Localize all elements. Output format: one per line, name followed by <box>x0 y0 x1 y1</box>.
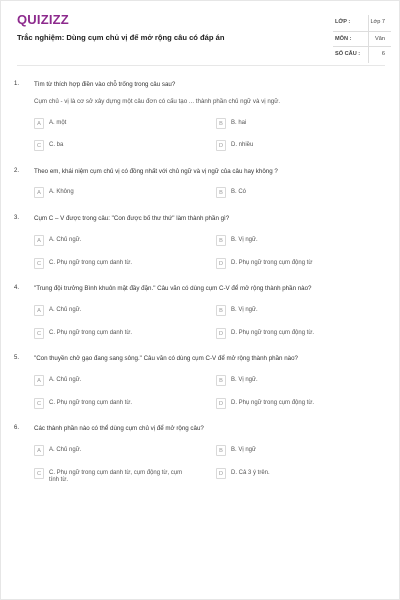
option-key: C <box>34 258 44 269</box>
question-text: "Trung đội trưởng Bình khuôn mặt đầy đặn." Câu văn có dùng cụm C-V để mở rộng thành phần nào? <box>34 285 312 292</box>
option-text: D. Phụ ngữ trong cụm động từ. <box>231 330 315 336</box>
option-key: C <box>34 140 44 151</box>
question-text: Theo em, khái niệm cụm chủ vị có đồng nhất với chủ ngữ và vị ngữ của câu hay không ? <box>34 168 278 175</box>
option-key: A <box>34 187 44 198</box>
question-number: 1. <box>14 81 20 87</box>
option-c[interactable] <box>34 140 184 151</box>
option-text: D. Cả 3 ý trên. <box>231 470 270 476</box>
question-text: Các thành phần nào có thể dùng cụm chủ vị để mở rộng câu? <box>34 425 204 432</box>
option-text: A. Không <box>49 189 74 195</box>
meta-value: Lớp 7 <box>370 19 385 25</box>
question-number: 3. <box>14 215 20 221</box>
option-d[interactable] <box>216 468 366 479</box>
option-text: D. Phụ ngữ trong cụm động từ. <box>231 400 315 406</box>
option-key: B <box>216 187 226 198</box>
option-key: D <box>216 398 226 409</box>
option-key: B <box>216 235 226 246</box>
option-b[interactable] <box>216 445 366 456</box>
meta-label: LỚP : <box>335 19 351 25</box>
option-d[interactable] <box>216 398 366 409</box>
option-c[interactable] <box>34 398 184 409</box>
option-text: A. một <box>49 120 67 126</box>
option-text: C. Phụ ngữ trong cụm danh từ. <box>49 400 133 406</box>
option-b[interactable] <box>216 375 366 386</box>
option-a[interactable] <box>34 235 184 246</box>
option-text: C. ba <box>49 142 64 148</box>
option-key: A <box>34 445 44 456</box>
meta-label: MÔN : <box>335 36 352 42</box>
option-text: D. nhiều <box>231 142 254 148</box>
option-d[interactable] <box>216 258 366 269</box>
option-text: C. Phụ ngữ trong cụm danh từ. <box>49 330 133 336</box>
meta-value: Văn <box>375 36 385 42</box>
option-b[interactable] <box>216 118 366 129</box>
question-number: 6. <box>14 425 20 431</box>
option-key: B <box>216 305 226 316</box>
option-key: D <box>216 140 226 151</box>
option-key: C <box>34 398 44 409</box>
option-a[interactable] <box>34 118 184 129</box>
meta-value: 6 <box>381 51 385 57</box>
option-text: C. Phụ ngữ trong cụm danh từ, cụm động từ, cụm tính từ. <box>49 470 183 483</box>
option-d[interactable] <box>216 140 366 151</box>
worksheet-header <box>1 1 400 63</box>
option-text: A. Chủ ngữ. <box>49 307 82 313</box>
quizizz-logo: QUIZIZZ <box>17 12 69 27</box>
option-c[interactable] <box>34 468 184 483</box>
option-key: B <box>216 445 226 456</box>
option-text: B. hai <box>231 120 247 126</box>
option-text: A. Chủ ngữ. <box>49 237 82 243</box>
question-number: 4. <box>14 285 20 291</box>
option-key: A <box>34 375 44 386</box>
option-a[interactable] <box>34 187 184 198</box>
question-number: 2. <box>14 168 20 174</box>
question-text: "Con thuyền chở gạo đang sang sông." Câu văn có dùng cụm C-V để mở rộng thành phần nào? <box>34 355 298 362</box>
question-text: Cụm C – V được trong câu: "Con được bố thư thứ" làm thành phần gì? <box>34 215 230 222</box>
option-text: B. Vị ngữ. <box>231 377 258 383</box>
header-divider <box>17 65 385 66</box>
meta-value-box <box>368 47 391 63</box>
option-text: A. Chủ ngữ. <box>49 447 82 453</box>
option-text: B. Vị ngữ. <box>231 307 258 313</box>
option-c[interactable] <box>34 258 184 269</box>
option-key: D <box>216 258 226 269</box>
option-b[interactable] <box>216 187 366 198</box>
meta-row-class <box>333 15 391 31</box>
option-b[interactable] <box>216 305 366 316</box>
option-a[interactable] <box>34 375 184 386</box>
question-text: Tìm từ thích hợp điền vào chỗ trống trong câu sau? <box>34 81 176 88</box>
question-number: 5. <box>14 355 20 361</box>
option-b[interactable] <box>216 235 366 246</box>
option-a[interactable] <box>34 305 184 316</box>
meta-label: SỐ CÂU : <box>335 51 361 57</box>
meta-row-count <box>333 46 391 63</box>
option-d[interactable] <box>216 328 366 339</box>
option-text: B. Vị ngữ. <box>231 237 258 243</box>
option-key: C <box>34 468 44 479</box>
option-text: B. Có <box>231 189 247 195</box>
option-key: D <box>216 328 226 339</box>
option-key: B <box>216 375 226 386</box>
option-c[interactable] <box>34 328 184 339</box>
option-text: D. Phụ ngữ trong cụm động từ <box>231 260 313 266</box>
option-text: C. Phụ ngữ trong cụm danh từ. <box>49 260 133 266</box>
option-key: A <box>34 118 44 129</box>
option-key: D <box>216 468 226 479</box>
option-a[interactable] <box>34 445 184 456</box>
option-text: A. Chủ ngữ. <box>49 377 82 383</box>
option-key: A <box>34 235 44 246</box>
option-key: B <box>216 118 226 129</box>
question-subtext: Cụm chủ - vị là cơ sở xây dựng một câu đơn có cấu tạo ... thành phần chủ ngữ và vị ngữ. <box>34 98 281 105</box>
option-key: A <box>34 305 44 316</box>
option-key: C <box>34 328 44 339</box>
worksheet-title: Trắc nghiệm: Dùng cụm chủ vị để mở rộng câu có đáp án <box>17 33 225 42</box>
option-text: B. Vị ngữ <box>231 447 257 453</box>
